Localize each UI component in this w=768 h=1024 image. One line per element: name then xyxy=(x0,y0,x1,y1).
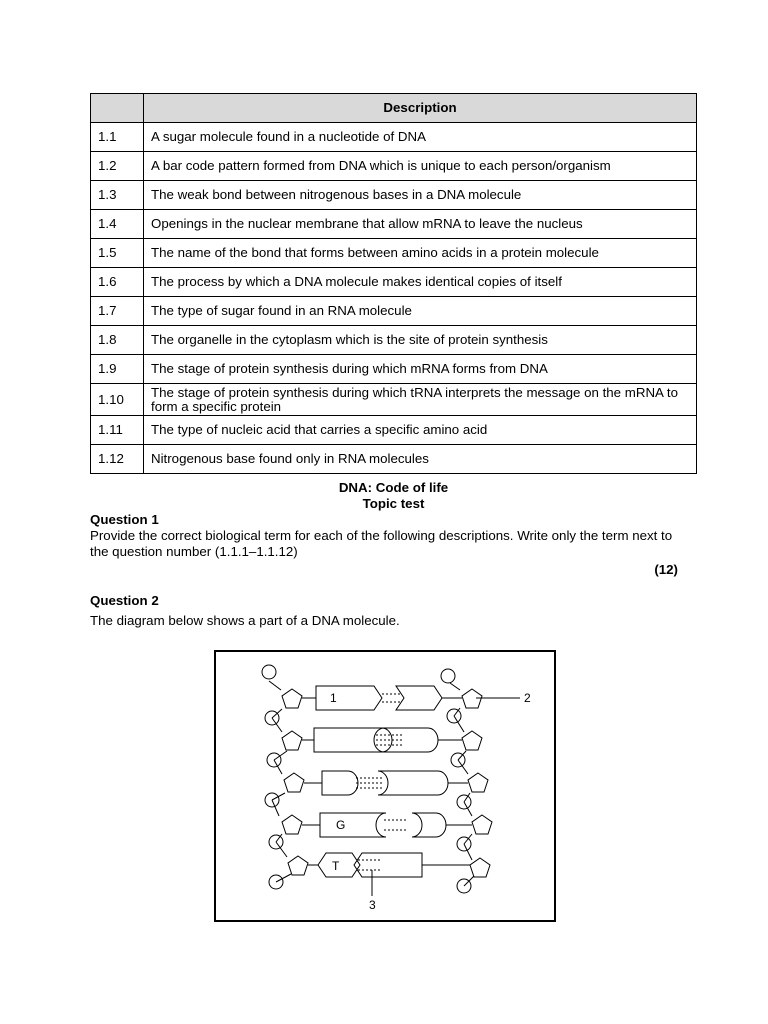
table-row xyxy=(91,445,697,474)
row-number: 1.2 xyxy=(91,152,144,181)
document-subtitle: Topic test xyxy=(362,496,425,511)
sugar-pentagon xyxy=(288,856,308,875)
row-number: 1.11 xyxy=(91,416,144,445)
sugar-pentagon xyxy=(282,815,302,834)
table-row xyxy=(91,152,697,181)
question-1-text: Provide the correct biological term for each of the following descriptions. Write only the term next to the question number (1.1.1–1.1.12) xyxy=(90,528,673,559)
row-number: 1.10 xyxy=(91,384,144,416)
sugar-pentagon xyxy=(468,773,488,792)
sugar-pentagon xyxy=(282,689,302,708)
phosphate-circle xyxy=(441,669,455,683)
diagram-label-3: 3 xyxy=(369,898,376,912)
row-description: The type of nucleic acid that carries a specific amino acid xyxy=(144,416,697,445)
base-label-g: G xyxy=(336,818,346,832)
base-pair-2 xyxy=(302,728,462,752)
dna-diagram xyxy=(214,650,556,922)
table-row xyxy=(91,123,697,152)
row-description: Openings in the nuclear membrane that allow mRNA to leave the nucleus xyxy=(144,210,697,239)
base-pair-1 xyxy=(302,686,462,710)
sugar-pentagon xyxy=(462,731,482,750)
table-row xyxy=(91,268,697,297)
row-number: 1.8 xyxy=(91,326,144,355)
base-shape-g xyxy=(320,813,386,837)
table-row xyxy=(91,210,697,239)
question-2-text: The diagram below shows a part of a DNA molecule. xyxy=(90,613,400,628)
row-number: 1.1 xyxy=(91,123,144,152)
base-label-t: T xyxy=(332,859,340,873)
table-row xyxy=(91,181,697,210)
base-shape xyxy=(378,771,448,795)
table-row xyxy=(91,416,697,445)
row-description: The organelle in the cytoplasm which is the site of protein synthesis xyxy=(144,326,697,355)
row-number: 1.3 xyxy=(91,181,144,210)
phosphate-circle xyxy=(262,665,276,679)
base-shape xyxy=(382,728,438,752)
row-number: 1.4 xyxy=(91,210,144,239)
table-row xyxy=(91,297,697,326)
diagram-label-1: 1 xyxy=(330,691,337,705)
description-column-header: Description xyxy=(144,94,697,123)
base-pair-4 xyxy=(302,813,472,837)
row-number: 1.6 xyxy=(91,268,144,297)
diagram-label-2: 2 xyxy=(524,691,531,705)
row-number: 1.7 xyxy=(91,297,144,326)
table-row xyxy=(91,326,697,355)
row-description: Nitrogenous base found only in RNA molecules xyxy=(144,445,697,474)
row-number: 1.9 xyxy=(91,355,144,384)
document-title-block xyxy=(90,480,697,512)
base-shape-1 xyxy=(316,686,382,710)
descriptions-table xyxy=(90,93,697,474)
table-row xyxy=(91,355,697,384)
row-description: The stage of protein synthesis during which mRNA forms from DNA xyxy=(144,355,697,384)
row-description: The type of sugar found in an RNA molecule xyxy=(144,297,697,326)
row-number: 1.5 xyxy=(91,239,144,268)
sugar-pentagon xyxy=(282,731,302,750)
row-description: The weak bond between nitrogenous bases in a DNA molecule xyxy=(144,181,697,210)
table-row xyxy=(91,384,697,416)
sugar-pentagon xyxy=(470,858,490,877)
row-description: The name of the bond that forms between amino acids in a protein molecule xyxy=(144,239,697,268)
number-column-header xyxy=(91,94,144,123)
base-shape xyxy=(314,728,384,752)
sugar-pentagon xyxy=(284,773,304,792)
row-number: 1.12 xyxy=(91,445,144,474)
base-shape xyxy=(354,853,422,877)
base-shape xyxy=(322,771,358,795)
row-description: The process by which a DNA molecule makes identical copies of itself xyxy=(144,268,697,297)
row-description: A sugar molecule found in a nucleotide of DNA xyxy=(144,123,697,152)
row-description: The stage of protein synthesis during which tRNA interprets the message on the mRNA to form a specific protein xyxy=(144,384,697,416)
left-backbone xyxy=(262,665,308,889)
table-row xyxy=(91,239,697,268)
table-header-row xyxy=(91,94,697,123)
question-1-heading: Question 1 xyxy=(90,512,159,527)
question-2-heading: Question 2 xyxy=(90,593,159,608)
sugar-pentagon xyxy=(472,815,492,834)
question-1-marks: (12) xyxy=(654,562,678,577)
right-backbone xyxy=(441,669,492,893)
row-description: A bar code pattern formed from DNA which is unique to each person/organism xyxy=(144,152,697,181)
base-shape xyxy=(412,813,446,837)
base-shape xyxy=(396,686,442,710)
base-pair-3 xyxy=(304,771,468,795)
document-title: DNA: Code of life xyxy=(338,480,449,495)
